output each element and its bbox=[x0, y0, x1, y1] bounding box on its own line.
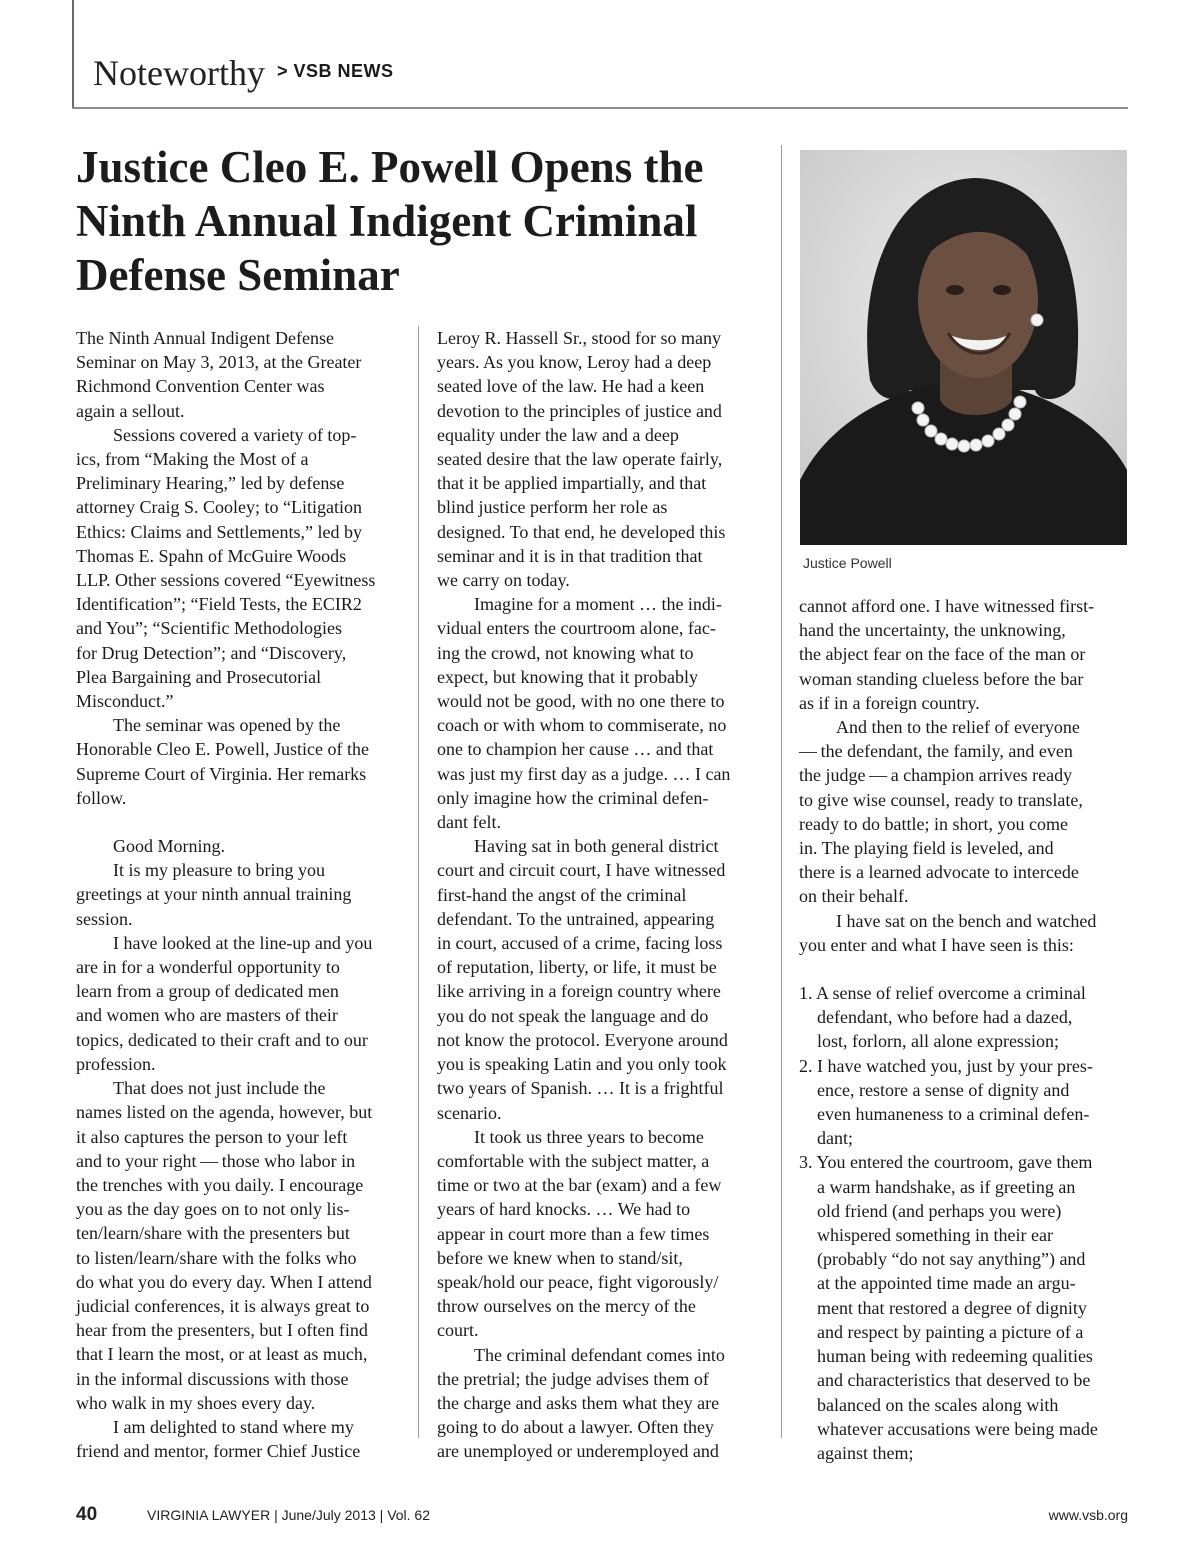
text-line: two years of Spanish. … It is a frightful bbox=[437, 1078, 724, 1099]
text-line: friend and mentor, former Chief Justice bbox=[76, 1441, 361, 1462]
text-line: (probably “do not say anything”) and bbox=[817, 1249, 1086, 1270]
text-line: I have sat on the bench and watched bbox=[836, 910, 1097, 931]
text-line: whatever accusations were being made bbox=[817, 1418, 1098, 1439]
text-line: devotion to the principles of justice and bbox=[437, 400, 722, 421]
text-line: as if in a foreign country. bbox=[799, 692, 980, 713]
text-line: The criminal defendant comes into bbox=[474, 1344, 725, 1365]
text-line: Plea Bargaining and Prosecutorial bbox=[76, 666, 322, 687]
headline-line: Ninth Annual Indigent Criminal bbox=[76, 196, 698, 246]
text-line: the charge and asks them what they are bbox=[437, 1392, 720, 1413]
text-line: speak/hold our peace, fight vigorously/ bbox=[437, 1271, 719, 1292]
text-line: we carry on today. bbox=[437, 570, 570, 591]
text-line: — the defendant, the family, and even bbox=[799, 741, 1073, 762]
text-line: seated love of the law. He had a keen bbox=[437, 376, 705, 397]
text-line: court and circuit court, I have witnessed bbox=[437, 860, 726, 881]
text-line: time or two at the bar (exam) and a few bbox=[437, 1175, 722, 1196]
text-line: against them; bbox=[817, 1442, 914, 1463]
header-rule-vertical bbox=[72, 0, 74, 108]
text-line: greetings at your ninth annual training bbox=[76, 884, 352, 905]
article-column-3 bbox=[799, 594, 1129, 1465]
text-line: ics, from “Making the Most of a bbox=[76, 449, 309, 470]
text-line: Richmond Convention Center was bbox=[76, 376, 325, 397]
website-link[interactable]: www.vsb.org bbox=[1048, 1507, 1128, 1523]
body-paragraph bbox=[76, 834, 406, 858]
text-line: and characteristics that deserved to be bbox=[817, 1370, 1091, 1391]
body-paragraph bbox=[799, 715, 1129, 909]
text-line: to give wise counsel, ready to translate, bbox=[799, 789, 1083, 810]
body-paragraph bbox=[437, 1125, 767, 1343]
text-line: Identification”; “Field Tests, the ECIR2 bbox=[76, 594, 362, 615]
text-line: you enter and what I have seen is this: bbox=[799, 934, 1074, 955]
text-line: ment that restored a degree of dignity bbox=[817, 1297, 1087, 1318]
text-line: to listen/learn/share with the folks who bbox=[76, 1247, 357, 1268]
text-line: That does not just include the bbox=[113, 1078, 326, 1099]
text-line: in court, accused of a crime, facing loss bbox=[437, 933, 723, 954]
text-line: Leroy R. Hassell Sr., stood for so many bbox=[437, 328, 721, 348]
body-paragraph bbox=[437, 326, 767, 592]
text-line: I am delighted to stand where my bbox=[113, 1416, 354, 1437]
text-line: appear in court more than a few times bbox=[437, 1223, 710, 1244]
text-line: the judge — a champion arrives ready bbox=[799, 765, 1073, 786]
text-line: dant; bbox=[817, 1128, 853, 1149]
text-line: expect, but knowing that it probably bbox=[437, 666, 698, 687]
portrait-illustration bbox=[800, 150, 1127, 545]
section-name: Noteworthy bbox=[93, 53, 265, 93]
publication-info: VIRGINIA LAWYER | June/July 2013 | Vol. 62 bbox=[147, 1507, 431, 1523]
text-line: woman standing clueless before the bar bbox=[799, 668, 1084, 689]
text-line: ready to do battle; in short, you come bbox=[799, 813, 1068, 834]
text-line: vidual enters the courtroom alone, fac- bbox=[437, 618, 716, 639]
text-line: a warm handshake, as if greeting an bbox=[817, 1176, 1076, 1197]
text-line: before we knew when to stand/sit, bbox=[437, 1247, 683, 1268]
text-line: of reputation, liberty, or life, it must be bbox=[437, 957, 717, 978]
text-line: in the informal discussions with those bbox=[76, 1368, 349, 1389]
text-line: Imagine for a moment … the indi- bbox=[474, 594, 722, 615]
text-line: designed. To that end, he developed this bbox=[437, 521, 726, 542]
body-paragraph bbox=[76, 326, 406, 423]
list-item bbox=[799, 981, 1129, 1054]
body-paragraph bbox=[437, 834, 767, 1124]
text-line: LLP. Other sessions covered “Eyewitness bbox=[76, 570, 376, 591]
text-line: Having sat in both general district bbox=[474, 836, 719, 857]
text-line: cannot afford one. I have witnessed first- bbox=[799, 596, 1095, 616]
article-column-2 bbox=[437, 326, 767, 1464]
text-line: human being with redeeming qualities bbox=[817, 1346, 1093, 1367]
subsection-name: VSB NEWS bbox=[293, 61, 394, 81]
body-paragraph bbox=[76, 1415, 406, 1463]
text-line: you is speaking Latin and you only took bbox=[437, 1054, 727, 1075]
text-line: the trenches with you daily. I encourage bbox=[76, 1174, 364, 1195]
list-item bbox=[799, 1150, 1129, 1465]
article-column-1 bbox=[76, 326, 406, 1463]
body-paragraph bbox=[76, 858, 406, 931]
text-line: one to champion her cause … and that bbox=[437, 739, 714, 760]
body-paragraph bbox=[76, 931, 406, 1076]
text-line: and women who are masters of their bbox=[76, 1005, 338, 1026]
text-line: the abject fear on the face of the man or bbox=[799, 644, 1086, 665]
text-line: there is a learned advocate to intercede bbox=[799, 862, 1079, 883]
text-line: 1. A sense of relief overcome a criminal bbox=[799, 983, 1086, 1004]
section-header bbox=[93, 52, 394, 94]
text-line: Misconduct.” bbox=[76, 691, 174, 712]
text-line: learn from a group of dedicated men bbox=[76, 981, 339, 1002]
text-line: And then to the relief of everyone bbox=[836, 717, 1080, 738]
page-footer bbox=[76, 1504, 1128, 1534]
body-paragraph bbox=[799, 594, 1129, 715]
breadcrumb-separator: > bbox=[276, 61, 288, 81]
body-paragraph bbox=[437, 1343, 767, 1464]
text-line: for Drug Detection”; and “Discovery, bbox=[76, 642, 347, 663]
text-line: I have looked at the line-up and you bbox=[113, 932, 373, 953]
text-line: going to do about a lawyer. Often they bbox=[437, 1417, 714, 1438]
column-divider bbox=[781, 145, 782, 1438]
text-line: comfortable with the subject matter, a bbox=[437, 1150, 710, 1171]
text-line: follow. bbox=[76, 787, 127, 808]
text-line: judicial conferences, it is always great to bbox=[76, 1295, 370, 1316]
column-divider bbox=[418, 326, 419, 1438]
text-line: topics, dedicated to their craft and to our bbox=[76, 1029, 368, 1050]
text-line: Ethics: Claims and Settlements,” led by bbox=[76, 521, 362, 542]
text-line: coach or with whom to commiserate, no bbox=[437, 715, 727, 736]
text-line: whispered something in their ear bbox=[817, 1225, 1053, 1246]
text-line: names listed on the agenda, however, but bbox=[76, 1102, 373, 1123]
text-line: at the appointed time made an argu- bbox=[817, 1273, 1076, 1294]
headline-line: Justice Cleo E. Powell Opens the bbox=[76, 142, 704, 192]
body-paragraph bbox=[76, 423, 406, 713]
body-paragraph bbox=[76, 713, 406, 810]
photo-caption: Justice Powell bbox=[803, 555, 892, 571]
text-line: Sessions covered a variety of top- bbox=[113, 424, 357, 445]
text-line: ten/learn/share with the presenters but bbox=[76, 1223, 350, 1244]
paragraph-gap bbox=[76, 810, 406, 834]
text-line: balanced on the scales along with bbox=[817, 1394, 1059, 1415]
paragraph-gap bbox=[799, 957, 1129, 981]
text-line: seminar and it is in that tradition that bbox=[437, 545, 703, 566]
text-line: defendant. To the untrained, appearing bbox=[437, 908, 715, 929]
text-line: dant felt. bbox=[437, 812, 501, 833]
text-line: defendant, who before had a dazed, bbox=[817, 1007, 1073, 1028]
text-line: only imagine how the criminal defen- bbox=[437, 787, 709, 808]
text-line: you as the day goes on to not only lis- bbox=[76, 1199, 350, 1220]
header-rule-horizontal bbox=[72, 107, 1128, 109]
text-line: 3. You entered the courtroom, gave them bbox=[799, 1152, 1093, 1173]
text-line: that it be applied impartially, and that bbox=[437, 473, 707, 494]
text-line: equality under the law and a deep bbox=[437, 424, 679, 445]
text-line: hear from the presenters, but I often find bbox=[76, 1320, 368, 1341]
text-line: old friend (and perhaps you were) bbox=[817, 1200, 1062, 1221]
text-line: years of hard knocks. … We had to bbox=[437, 1199, 691, 1220]
text-line: Supreme Court of Virginia. Her remarks bbox=[76, 763, 367, 784]
text-line: are in for a wonderful opportunity to bbox=[76, 957, 340, 978]
text-line: Honorable Cleo E. Powell, Justice of the bbox=[76, 739, 369, 760]
headline-line: Defense Seminar bbox=[76, 250, 400, 300]
text-line: attorney Craig S. Cooley; to “Litigation bbox=[76, 497, 362, 518]
text-line: on their behalf. bbox=[799, 886, 909, 907]
text-line: court. bbox=[437, 1320, 479, 1341]
text-line: scenario. bbox=[437, 1102, 502, 1123]
text-line: blind justice perform her role as bbox=[437, 497, 668, 518]
text-line: Good Morning. bbox=[113, 836, 225, 857]
body-paragraph bbox=[437, 592, 767, 834]
text-line: hand the uncertainty, the unknowing, bbox=[799, 620, 1066, 641]
text-line: that I learn the most, or at least as much, bbox=[76, 1344, 368, 1365]
text-line: Preliminary Hearing,” led by defense bbox=[76, 473, 345, 494]
text-line: would not be good, with no one there to bbox=[437, 691, 725, 712]
text-line: ence, restore a sense of dignity and bbox=[817, 1079, 1070, 1100]
text-line: It took us three years to become bbox=[474, 1126, 704, 1147]
text-line: ing the crowd, not knowing what to bbox=[437, 642, 694, 663]
text-line: and respect by painting a picture of a bbox=[817, 1321, 1084, 1342]
text-line: profession. bbox=[76, 1053, 156, 1074]
text-line: Thomas E. Spahn of McGuire Woods bbox=[76, 545, 347, 566]
page-number: 40 bbox=[76, 1504, 98, 1525]
text-line: in. The playing field is leveled, and bbox=[799, 838, 1054, 859]
text-line: years. As you know, Leroy had a deep bbox=[437, 352, 712, 373]
text-line: and to your right — those who labor in bbox=[76, 1150, 356, 1171]
text-line: It is my pleasure to bring you bbox=[113, 860, 325, 881]
text-line: session. bbox=[76, 908, 133, 929]
list-item bbox=[799, 1054, 1129, 1151]
text-line: and You”; “Scientific Methodologies bbox=[76, 618, 342, 639]
text-line: it also captures the person to your left bbox=[76, 1126, 348, 1147]
text-line: lost, forlorn, all alone expression; bbox=[817, 1031, 1059, 1052]
body-paragraph bbox=[799, 909, 1129, 957]
text-line: Seminar on May 3, 2013, at the Greater bbox=[76, 352, 362, 373]
text-line: first-hand the angst of the criminal bbox=[437, 884, 687, 905]
text-line: even humaneness to a criminal defen- bbox=[817, 1104, 1090, 1125]
text-line: was just my first day as a judge. … I can bbox=[437, 763, 731, 784]
numbered-list bbox=[799, 981, 1129, 1465]
text-line: seated desire that the law operate fairly, bbox=[437, 449, 723, 470]
text-line: 2. I have watched you, just by your pres- bbox=[799, 1055, 1093, 1076]
text-line: not know the protocol. Everyone around bbox=[437, 1029, 728, 1050]
article-headline bbox=[76, 140, 776, 302]
text-line: you do not speak the language and do bbox=[437, 1005, 709, 1026]
text-line: The Ninth Annual Indigent Defense bbox=[76, 328, 334, 348]
text-line: do what you do every day. When I attend bbox=[76, 1271, 372, 1292]
text-line: throw ourselves on the mercy of the bbox=[437, 1296, 696, 1317]
text-line: the pretrial; the judge advises them of bbox=[437, 1368, 709, 1389]
text-line: again a sellout. bbox=[76, 400, 185, 421]
body-paragraph bbox=[76, 1076, 406, 1415]
text-line: The seminar was opened by the bbox=[113, 715, 341, 736]
text-line: like arriving in a foreign country where bbox=[437, 981, 721, 1002]
text-line: who walk in my shoes every day. bbox=[76, 1392, 316, 1413]
text-line: are unemployed or underemployed and bbox=[437, 1441, 719, 1462]
justice-powell-photo bbox=[800, 150, 1127, 545]
